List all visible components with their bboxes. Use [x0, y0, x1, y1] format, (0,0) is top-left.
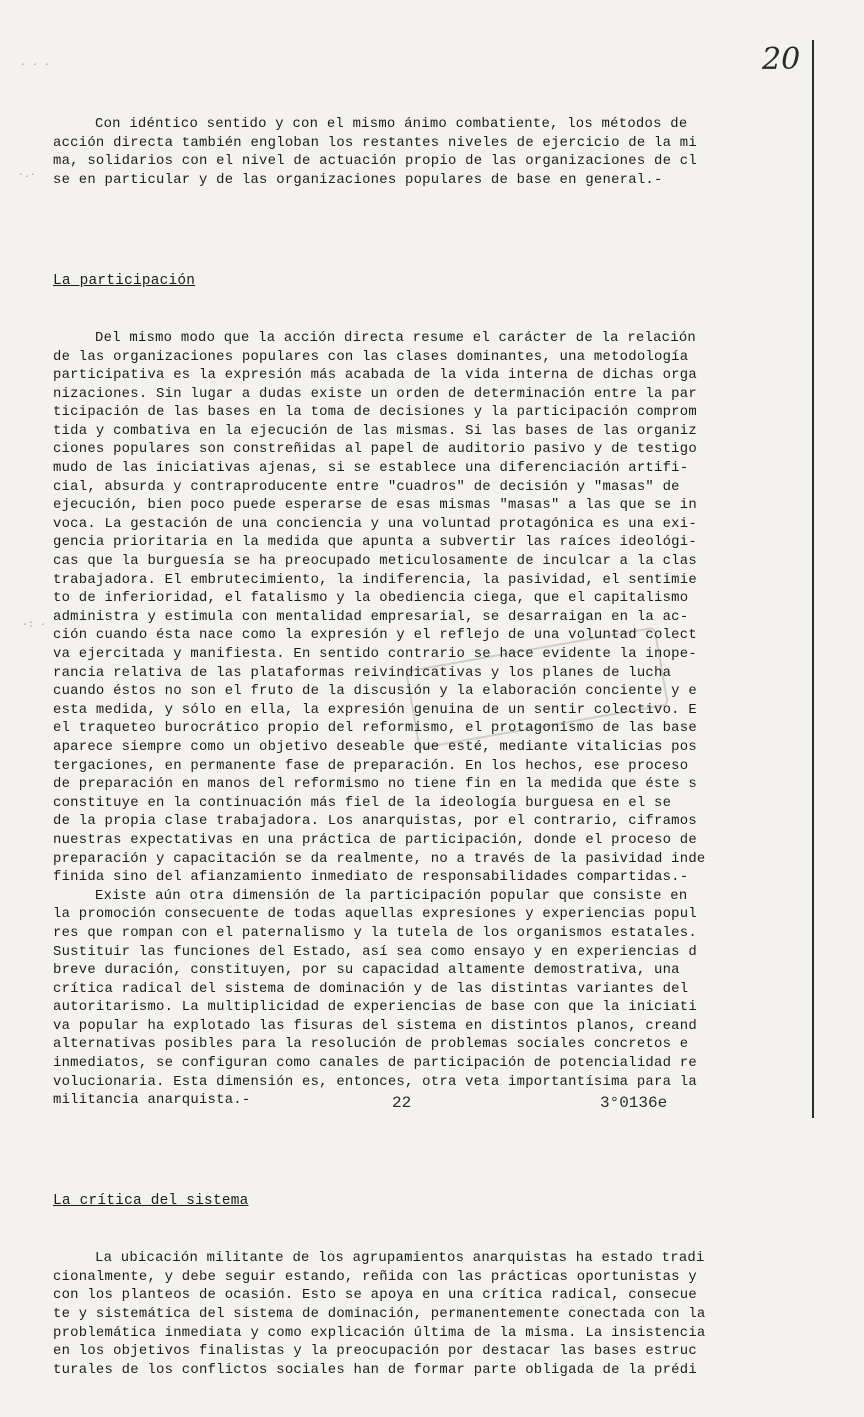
- text-line: ticipación de las bases en la toma de decisiones y la participación comprom: [53, 404, 697, 421]
- text-line: breve duración, constituyen, por su capacidad altamente demostrativa, una: [53, 962, 680, 979]
- text-line: te y sistemática del sistema de dominación, permanentemente conectada con la: [53, 1306, 706, 1322]
- spacer: [53, 1147, 809, 1155]
- text-line: de preparación en manos del reformismo no tiene fin en la medida que éste s: [53, 776, 697, 793]
- text-line: va ejercitada y manifiesta. En sentido contrario se hace evidente la inope-: [53, 646, 697, 663]
- spacer: [53, 227, 809, 235]
- text-line: mudo de las iniciativas ajenas, si se establece una diferenciación artifi-: [53, 460, 689, 477]
- text-line: la promoción consecuente de todas aquellas expresiones y experiencias popul: [53, 906, 697, 923]
- text-line: el traqueteo burocrático propio del reformismo, el protagonismo de las base: [53, 720, 697, 737]
- text-line: ma, solidarios con el nivel de actuación propio de las organizaciones de cl: [53, 153, 697, 170]
- text-line: cionalmente, y debe seguir estando, reñida con las prácticas oportunistas y: [53, 1268, 697, 1285]
- archive-number: 3°0136e: [600, 1094, 668, 1112]
- section-critica-body: [53, 1249, 809, 1379]
- text-line: tida y combativa en la ejecución de las mismas. Si las bases de las organiz: [53, 422, 697, 439]
- text-line: nizaciones. Sin lugar a dudas existe un orden de determinación entre la par: [53, 385, 697, 402]
- text-line: se en particular y de las organizaciones populares de base en general.-: [53, 171, 663, 188]
- text-line: ción cuando ésta nace como la expresión y el reflejo de una voluntad colect: [53, 627, 697, 644]
- text-line: Sustituir las funciones del Estado, así sea como ensayo y en experiencias d: [53, 943, 697, 960]
- right-margin-rule: [812, 40, 814, 1118]
- text-line: en los objetivos finalistas y la preocupación por destacar las bases estruc: [53, 1343, 697, 1360]
- text-line: esta medida, y sólo en ella, la expresión genuina de un sentir colectivo. E: [53, 701, 697, 718]
- text-line: aparece siempre como un objetivo deseable que esté, mediante vitalicias pos: [53, 738, 697, 755]
- text-line: rancia relativa de las plataformas reivindicativas y los planes de lucha: [53, 664, 672, 681]
- text-line: constituye en la continuación más fiel de la ideología burguesa en el se: [53, 794, 672, 811]
- text-line: finida sino del afianzamiento inmediato de responsabilidades compartidas.-: [53, 869, 689, 886]
- scan-speck: ·: ·: [22, 620, 47, 631]
- section-heading-participacion: La participación: [53, 272, 196, 289]
- text-line: Existe aún otra dimensión de la participación popular que consiste en: [95, 887, 688, 904]
- scan-speck: ·.·: [18, 170, 37, 181]
- text-line: de las organizaciones populares con las clases dominantes, una metodología: [53, 348, 689, 365]
- text-line: La ubicación militante de los agrupamientos anarquistas ha estado tradi: [95, 1250, 705, 1267]
- text-line: Del mismo modo que la acción directa resume el carácter de la relación: [95, 329, 697, 346]
- text-line: con los planteos de ocasión. Esto se apoya en una crítica radical, consecue: [53, 1287, 697, 1304]
- scan-speck: · · ·: [20, 60, 51, 71]
- text-line: gencia prioritaria en la medida que apunta a subvertir las raíces ideológi-: [53, 534, 697, 551]
- text-line: cas que la burguesía se ha preocupado meticulosamente de inculcar a la clas: [53, 553, 697, 570]
- text-line: preparación y capacitación se da realmente, no a través de la pasividad inde: [53, 850, 706, 867]
- text-line: problemática inmediata y como explicación última de la misma. La insistencia: [53, 1324, 706, 1341]
- text-line: participativa es la expresión más acabada de la vida interna de dichas orga: [53, 367, 697, 384]
- section-heading-critica: La crítica del sistema: [53, 1193, 249, 1210]
- text-line: tergaciones, en permanente fase de preparación. En los hechos, ese proceso: [53, 757, 689, 774]
- text-line: voca. La gestación de una conciencia y una voluntad protagónica es una exi-: [53, 515, 697, 532]
- text-line: cuando éstos no son el fruto de la discusión y la elaboración conciente y e: [53, 683, 697, 700]
- text-line: acción directa también engloban los restantes niveles de ejercicio de la mi: [53, 134, 697, 151]
- text-line: de la propia clase trabajadora. Los anarquistas, por el contrario, ciframos: [53, 813, 697, 830]
- text-line: inmediatos, se configuran como canales de participación de potencialidad re: [53, 1055, 697, 1072]
- text-line: trabajadora. El embrutecimiento, la indiferencia, la pasividad, el sentimie: [53, 571, 697, 588]
- page-number: 20: [762, 42, 801, 77]
- text-line: to de inferioridad, el fatalismo y la obediencia ciega, que el capitalismo: [53, 590, 689, 607]
- text-line: militancia anarquista.-: [53, 1092, 251, 1109]
- text-line: crítica radical del sistema de dominación y de las distintas variantes del: [53, 980, 689, 997]
- text-line: cial, absurda y contraproducente entre "cuadros" de decisión y "masas" de: [53, 478, 680, 495]
- text-line: autoritarismo. La multiplicidad de experiencias de base con que la iniciati: [53, 999, 697, 1016]
- footer-page-number: 22: [392, 1094, 412, 1112]
- text-line: nuestras expectativas en una práctica de participación, donde el proceso de: [53, 831, 697, 848]
- text-line: administra y estimula con mentalidad empresarial, se desarraigan en la ac-: [53, 608, 689, 625]
- text-line: va popular ha explotado las fisuras del sistema en distintos planos, creand: [53, 1017, 697, 1034]
- document-body: [53, 78, 809, 1417]
- text-line: alternativas posibles para la resolución de problemas sociales concretos e: [53, 1036, 689, 1053]
- section-participacion-body: [53, 329, 809, 1110]
- intro-paragraph: [53, 115, 809, 189]
- text-line: ciones populares son constreñidas al papel de auditorio pasivo y de testigo: [53, 441, 697, 458]
- text-line: res que rompan con el paternalismo y la tutela de los organismos estatales.: [53, 924, 697, 941]
- text-line: volucionaria. Esta dimensión es, entonces, otra veta importantísima para la: [53, 1073, 697, 1090]
- text-line: turales de los conflictos sociales han de formar parte obligada de la prédi: [53, 1361, 697, 1378]
- text-line: Con idéntico sentido y con el mismo ánimo combatiente, los métodos de: [95, 116, 688, 133]
- text-line: ejecución, bien poco puede esperarse de esas mismas "masas" a las que se in: [53, 497, 697, 514]
